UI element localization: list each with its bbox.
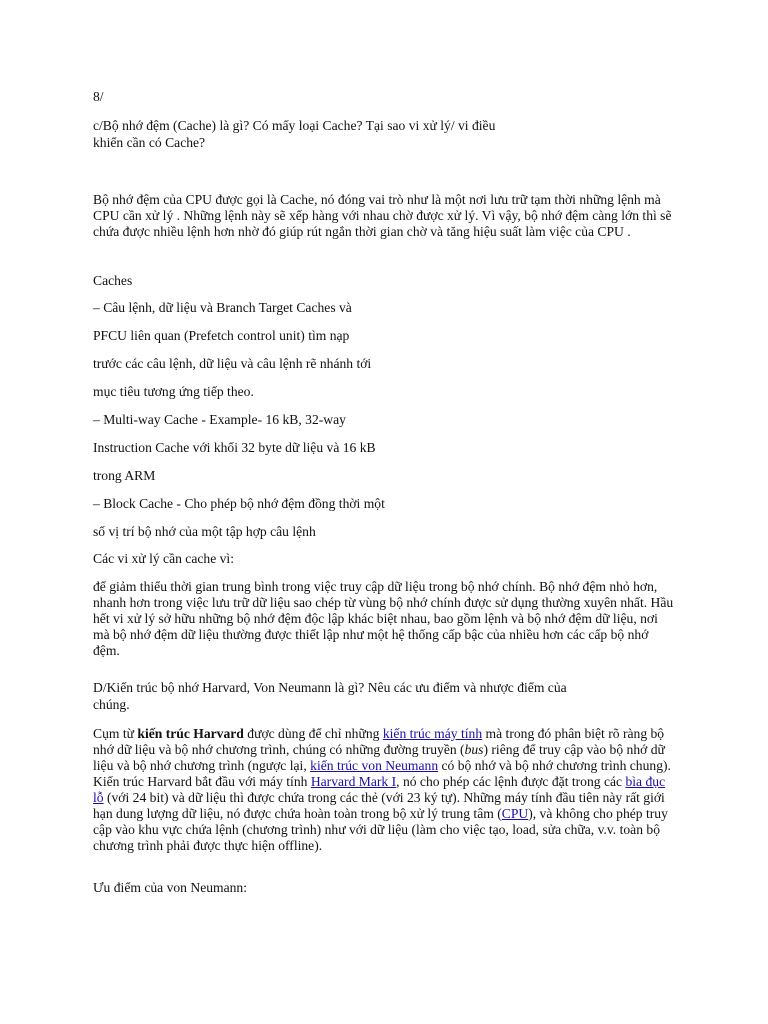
cache-line: – Block Cache - Cho phép bộ nhớ đệm đồng thời một [93,496,385,511]
cache-line: số vị trí bộ nhớ của một tập hợp câu lệnh [93,524,316,539]
cache-line: PFCU liên quan (Prefetch control unit) tìm nạp [93,328,350,343]
why-cache-paragraph: để giảm thiểu thời gian trung bình trong việc truy cập dữ liệu trong bộ nhớ chính. Bộ nhớ đệm nhỏ hơn, nhanh hơn trong việc lưu trữ dữ liệu sao chép từ vùng bộ nhớ chính được sử dụng thường xuyên nhất. Hầu hết vi xử lý sở hữu những bộ nhớ đệm độc lập khác biệt nhau, bao gồm lệnh và bộ nhớ đệm dữ liệu, nơi mà bộ nhớ đệm dữ liệu thường được thiết lập như một hệ thống cấp bậc của nhiều hơn các cấp bộ nhớ đệm. [93,579,674,658]
harvard-text: có bộ nhớ và bộ nhớ chương trình chung). Kiến trúc Harvard bắt đầu với máy tính [93,758,671,789]
intro-paragraph: Bộ nhớ đệm của CPU được gọi là Cache, nó đóng vai trò như là một nơi lưu trữ tạm thời những lệnh mà CPU cần xử lý . Những lệnh này sẽ xếp hàng với nhau chờ được xử lý. Vì vậy, bộ nhớ đệm càng lớn thì sẽ chứa được nhiều lệnh hơn nhờ đó giúp rút ngắn thời gian chờ và tăng hiệu suất làm việc của CPU . [93,192,672,239]
question-c-line-1: c/Bộ nhớ đệm (Cache) là gì? Có mấy loại Cache? Tại sao vi xử lý/ vi điều [93,118,496,133]
section-number: 8/ [93,89,104,104]
harvard-paragraph [93,726,679,854]
question-d-line-2: chúng. [93,697,130,712]
harvard-term-bold: kiến trúc Harvard [137,726,244,741]
harvard-text: (với 24 bit) và dữ liệu thì được chứa trong các thẻ (với 23 ký tự). Những máy tính đầu tiên này rất giới hạn dung lượng dữ liệu, nó được chứa hoàn toàn trong bộ xử lý trung tâm ( [93,790,665,821]
cache-line: trong ARM [93,468,156,483]
link-harvard-mark-i[interactable]: Harvard Mark I [310,774,397,789]
question-d-line-1: D/Kiến trúc bộ nhớ Harvard, Von Neumann là gì? Nêu các ưu điểm và nhược điểm của [93,680,567,695]
harvard-text: ), và không cho phép truy cập vào khu vực chứa lệnh (chương trình) như với dữ liệu (làm cho việc tạo, load, sửa chữa, v.v. toàn bộ chương trình phải được thực hiện offline). [93,806,668,853]
link-punched-card[interactable]: bìa đục lỗ [93,774,666,805]
von-neumann-heading: Ưu điểm của von Neumann: [93,880,247,895]
cache-line: – Câu lệnh, dữ liệu và Branch Target Caches và [93,300,352,315]
link-computer-architecture[interactable]: kiến trúc máy tính [382,726,483,741]
link-cpu[interactable]: CPU [501,806,529,821]
link-von-neumann-architecture[interactable]: kiến trúc von Neumann [310,758,439,773]
harvard-text: mà trong đó phân biệt rõ ràng bộ nhớ dữ liệu và bộ nhớ chương trình, chúng có những đường truyền ( [93,726,665,757]
cache-line: trước các câu lệnh, dữ liệu và câu lệnh rẽ nhánh tới [93,356,372,371]
cache-line: mục tiêu tương ứng tiếp theo. [93,384,254,399]
why-cache-heading: Các vi xử lý cần cache vì: [93,551,234,566]
harvard-text: ) riêng để truy cập vào bộ nhớ dữ liệu và bộ nhớ chương trình (ngược lại, [93,742,665,773]
bus-term-italic: bus [464,742,484,757]
cache-line: – Multi-way Cache - Example- 16 kB, 32-way [93,412,346,427]
harvard-text: được dùng để chỉ những [243,726,383,741]
harvard-text: Cụm từ [93,726,138,741]
caches-heading: Caches [93,273,133,288]
harvard-text: , nó cho phép các lệnh được đặt trong các [396,774,626,789]
cache-line: Instruction Cache với khối 32 byte dữ liệu và 16 kB [93,440,376,455]
question-c-line-2: khiển cần có Cache? [93,135,206,150]
